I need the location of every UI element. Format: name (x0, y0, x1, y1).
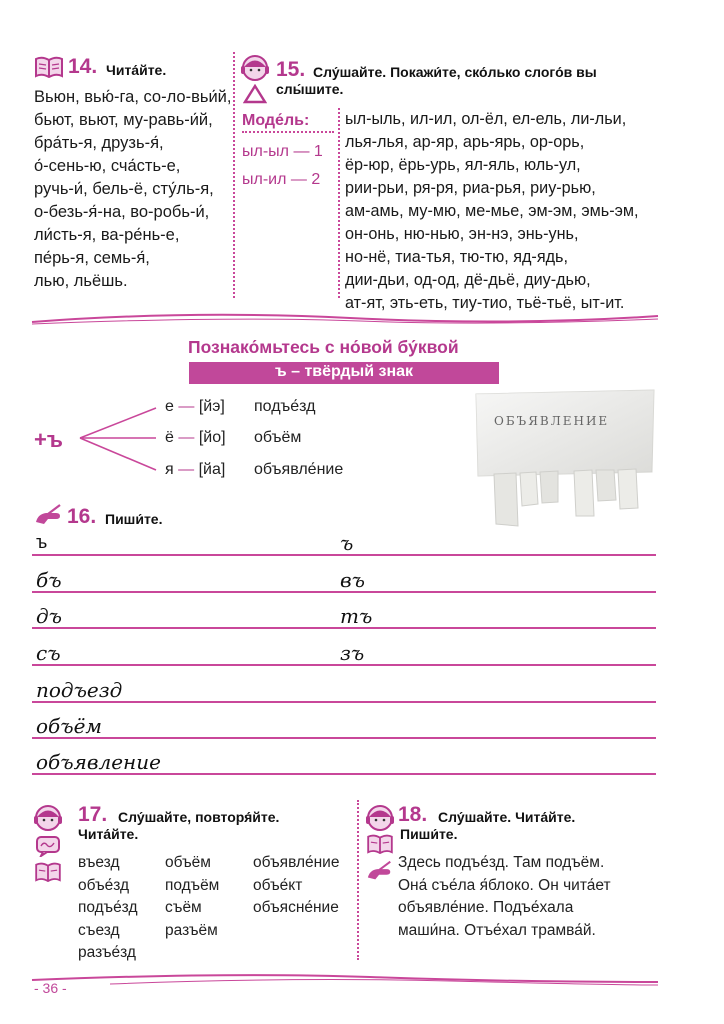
triangle-icon (243, 84, 267, 109)
page-number: - 36 - (34, 980, 67, 996)
footer-wave (30, 968, 660, 995)
ex15-model-1: ыл-ыл — 1 (242, 143, 323, 160)
text-line: объявле́ние. Подъе́хала (398, 899, 574, 916)
letter-row-e (165, 398, 316, 416)
list-item: съезд (78, 921, 120, 939)
ex16-instruction: Пиши́те. (105, 511, 163, 527)
listening-face-icon (241, 54, 269, 87)
new-letter-heading: Познако́мьтесь с но́вой бу́квой (188, 337, 459, 357)
ex16-number: 16. (67, 505, 97, 528)
ex18-instruction-line1: Слу́шайте. Чита́йте. (438, 809, 576, 825)
word: подъе́зд (254, 398, 316, 415)
text-line: он-онь, ню-нью, эн-нэ, энь-унь, (345, 225, 579, 243)
ex17-col3 (253, 852, 339, 920)
script-letters: тъ (340, 604, 373, 628)
letter-row-ya (165, 461, 344, 479)
sound: [йэ] (198, 398, 225, 415)
ex17-col2 (165, 852, 219, 942)
script-letters: съ (36, 641, 61, 665)
plus-hard-sign: +ъ (34, 427, 63, 452)
letter-banner-text: ъ – твёрдый знак (274, 363, 414, 380)
notice-photo (472, 388, 658, 528)
dash: — (178, 461, 195, 478)
list-item: подъём (165, 876, 220, 894)
text-line: Она́ съе́ла я́блоко. Он чита́ет (398, 876, 611, 894)
column-divider-2 (338, 108, 340, 298)
writing-hand-icon (366, 860, 394, 887)
text-line: рии-рьи, ря-ря, риа-рья, риу-рью, (345, 179, 596, 197)
script-letters: дъ (36, 604, 63, 628)
list-item: разъём (165, 921, 218, 939)
word: объявле́ние (254, 461, 344, 478)
sound: [йа] (198, 461, 226, 478)
ex15-instruction-line2: слы́шите. (276, 81, 344, 97)
ex15-model-label: Моде́ль: (242, 112, 310, 129)
ex17-col1 (78, 852, 138, 965)
ex15-instruction-line1: Слу́шайте. Покажи́те, ско́лько слого́в вы (313, 64, 597, 80)
list-item: объе́зд (78, 876, 130, 894)
ex18-lines (398, 852, 611, 942)
ex15-model-2: ыл-ил — 2 (242, 171, 321, 188)
dash: — (178, 429, 195, 446)
listening-face-icon (34, 804, 62, 837)
vowel: ё (165, 429, 174, 446)
open-book-icon (366, 834, 394, 859)
text-line: ыл-ыль, ил-ил, ол-ёл, ел-ель, ли-льи, (345, 110, 627, 128)
text-line: лью, льёшь. (34, 272, 128, 290)
ex17-instruction-line2: Чита́йте. (78, 826, 139, 842)
ex18-number: 18. (398, 803, 428, 826)
text-line: ам-амь, му-мю, ме-мье, эм-эм, эмь-эм, (345, 202, 639, 220)
script-word: подъезд (36, 678, 123, 702)
script-hard-sign: ъ (340, 531, 354, 555)
sound: [йо] (198, 429, 226, 446)
text-line: пе́рь-я, семь-я́, (34, 249, 150, 267)
word: объём (254, 429, 302, 446)
vowel: я (165, 461, 174, 478)
text-line: о́-сень-ю, сча́сть-е, (34, 157, 181, 175)
text-line: ручь-и́, бель-ё, сту́ль-я, (34, 180, 214, 198)
writing-hand-icon (34, 504, 64, 531)
list-item: объе́кт (253, 876, 303, 894)
text-line: ли́сть-я, ва-ре́нь-е, (34, 226, 180, 244)
text-line: ёр-юр, ёрь-урь, ял-яль, юль-ул, (345, 156, 581, 174)
ex14-instruction: Чита́йте. (106, 62, 167, 78)
list-item: объясне́ние (253, 899, 339, 916)
speech-bubble-icon (35, 835, 61, 862)
writing-line (32, 737, 656, 739)
script-letters: бъ (36, 568, 62, 592)
text-line: Вьюн, вью́-га, со-ло-вьи́й, (34, 88, 232, 106)
list-item: разъе́зд (78, 944, 136, 961)
letter-row-yo (165, 429, 302, 447)
script-word: объём (36, 714, 102, 738)
ex15-lines (345, 108, 639, 315)
listening-face-icon (366, 804, 394, 837)
vowel: е (165, 398, 174, 415)
ex17-number: 17. (78, 803, 108, 826)
notice-photo-text: ОБЪЯВЛЕНИЕ (494, 414, 610, 428)
text-line: дии-дьи, од-од, дё-дьё, диу-дью, (345, 271, 591, 289)
text-line: маши́на. Отъе́хал трамва́й. (398, 921, 596, 939)
ex17-instruction-line1: Слу́шайте, повторя́йте. (118, 809, 280, 825)
print-hard-sign: ъ (36, 532, 48, 552)
list-item: объявле́ние (253, 854, 340, 871)
list-item: объём (165, 854, 211, 871)
ex14-number: 14. (68, 55, 98, 78)
model-underline (242, 131, 334, 133)
list-item: въезд (78, 854, 120, 871)
ex18-instruction-line2: Пиши́те. (400, 826, 458, 842)
text-line: о-безь-я́-на, во-робь-и́, (34, 203, 210, 221)
list-item: съём (165, 899, 202, 916)
dash: — (178, 398, 195, 415)
open-book-icon (34, 56, 64, 83)
ex15-number: 15. (276, 58, 306, 81)
column-divider (233, 52, 235, 298)
ex14-lines (34, 86, 231, 293)
text-line: бьют, вьют, му-равь-и́й, (34, 111, 213, 129)
script-word: объявление (36, 750, 161, 774)
branch-lines (78, 402, 160, 483)
script-letters: зъ (340, 641, 365, 665)
text-line: Здесь подъе́зд. Там подъём. (398, 854, 605, 871)
column-divider-3 (357, 800, 359, 960)
text-line: но-нё, тиа-тья, тю-тю, яд-ядь, (345, 248, 568, 266)
text-line: лья-лья, ар-яр, арь-ярь, ор-орь, (345, 133, 585, 151)
open-book-icon (34, 862, 62, 887)
text-line: ат-ят, эть-еть, тиу-тио, тьё-тьё, ыт-ит. (345, 294, 625, 312)
list-item: подъе́зд (78, 899, 138, 916)
text-line: бра́ть-я, друзь-я́, (34, 134, 164, 152)
script-letters: въ (340, 568, 365, 592)
wave-divider (30, 308, 660, 333)
writing-line (32, 701, 656, 703)
